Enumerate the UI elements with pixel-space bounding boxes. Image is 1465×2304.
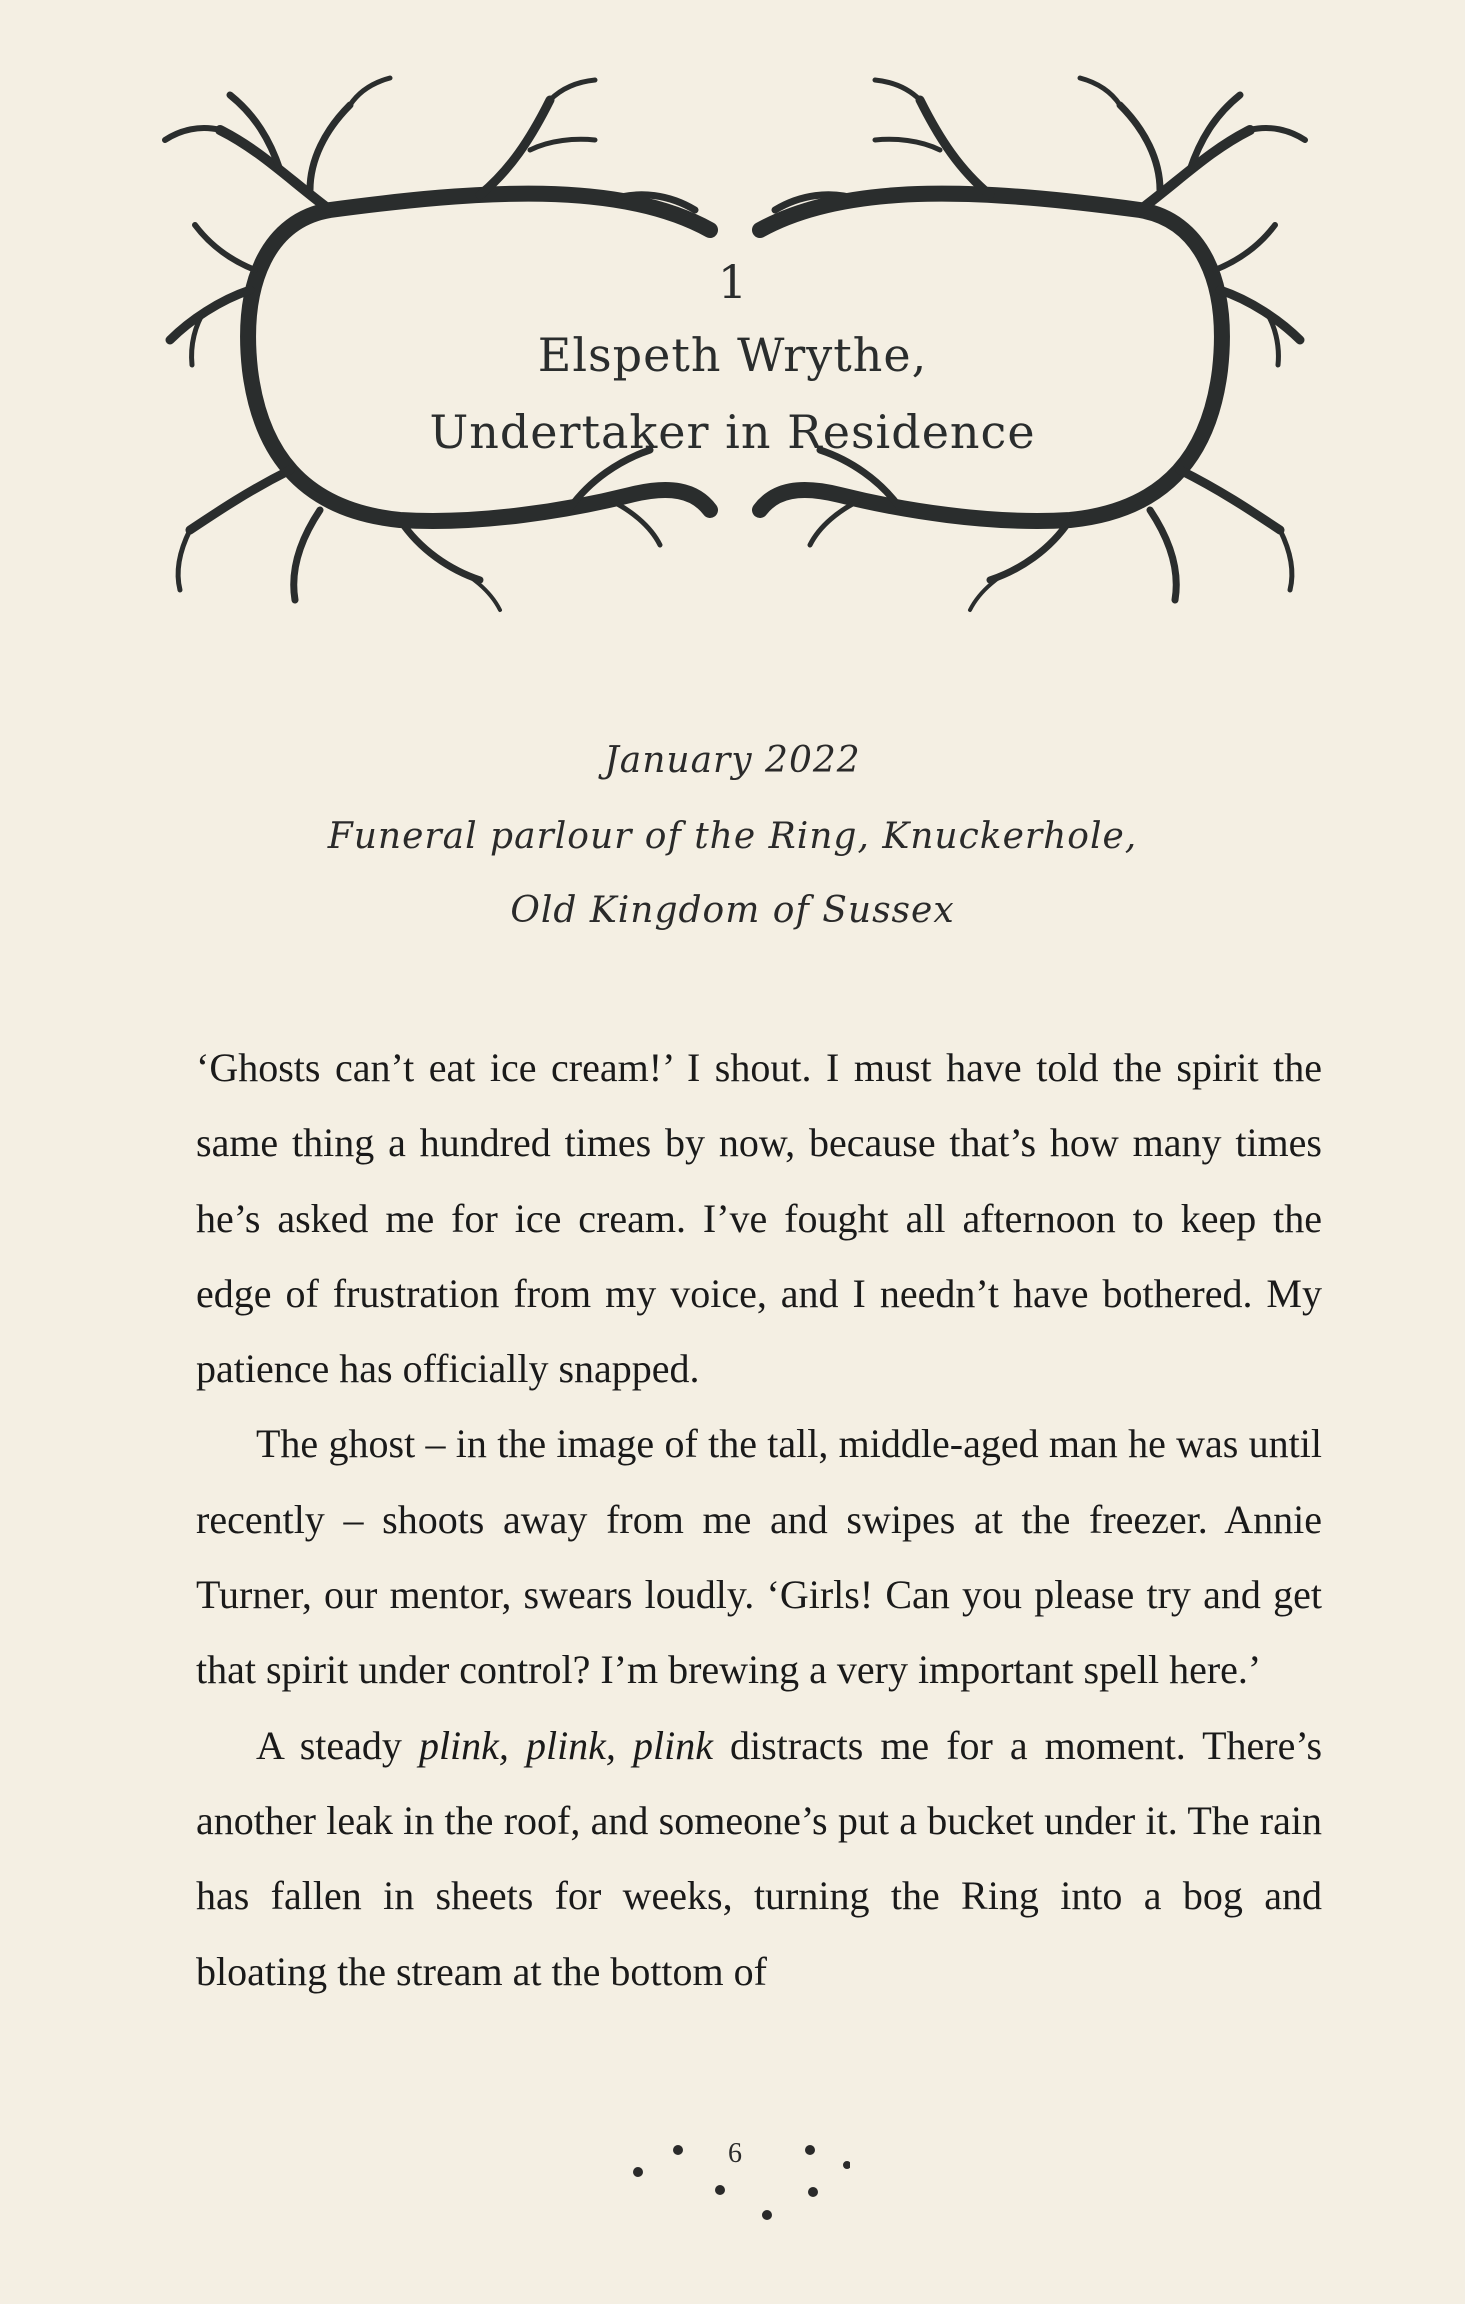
plink-1: plink, [418, 1722, 509, 1768]
folio [620, 2120, 850, 2240]
chapter-title-line-1: Elspeth Wrythe, [537, 328, 928, 382]
body-text [196, 1030, 1322, 2009]
paragraph-3-start: A steady [256, 1722, 419, 1768]
paragraph-3 [196, 1708, 1322, 2009]
chapter-number: 1 [717, 255, 748, 309]
paragraph-1: ‘Ghosts can’t eat ice cream!’ I shout. I must have told the spirit the same thing a hundred times by now, because that’s how many times he’s asked me for ice cream. I’ve fought all afternoon to keep the edge of frustration from my voice, and I needn’t have bothered. My patience has officially snapped. [196, 1045, 1322, 1392]
dateline-location-1: Funeral parlour of the Ring, Knuckerhole, [327, 816, 1138, 857]
paragraph-3-end: distracts me for a moment. There’s another leak in the roof, and someone’s put a bucket under it. The rain has fallen in sheets for weeks, turning the Ring into a bog and bloating the stream at the bottom of [196, 1722, 1323, 1994]
dateline-date: January 2022 [604, 740, 861, 781]
dateline-location-2: Old Kingdom of Sussex [510, 890, 955, 931]
paragraph-2: The ghost – in the image of the tall, middle-aged man he was until recently – shoots away from me and swipes at the freezer. Annie Turner, our mentor, swears loudly. ‘Girls! Can you please try and get that spirit under control? I’m brewing a very important spell here.’ [196, 1421, 1322, 1693]
plink-2: plink, [525, 1722, 616, 1768]
chapter-title-line-2: Undertaker in Residence [429, 405, 1036, 459]
plink-3: plink [632, 1722, 713, 1768]
page-number: 6 [728, 2138, 742, 2169]
